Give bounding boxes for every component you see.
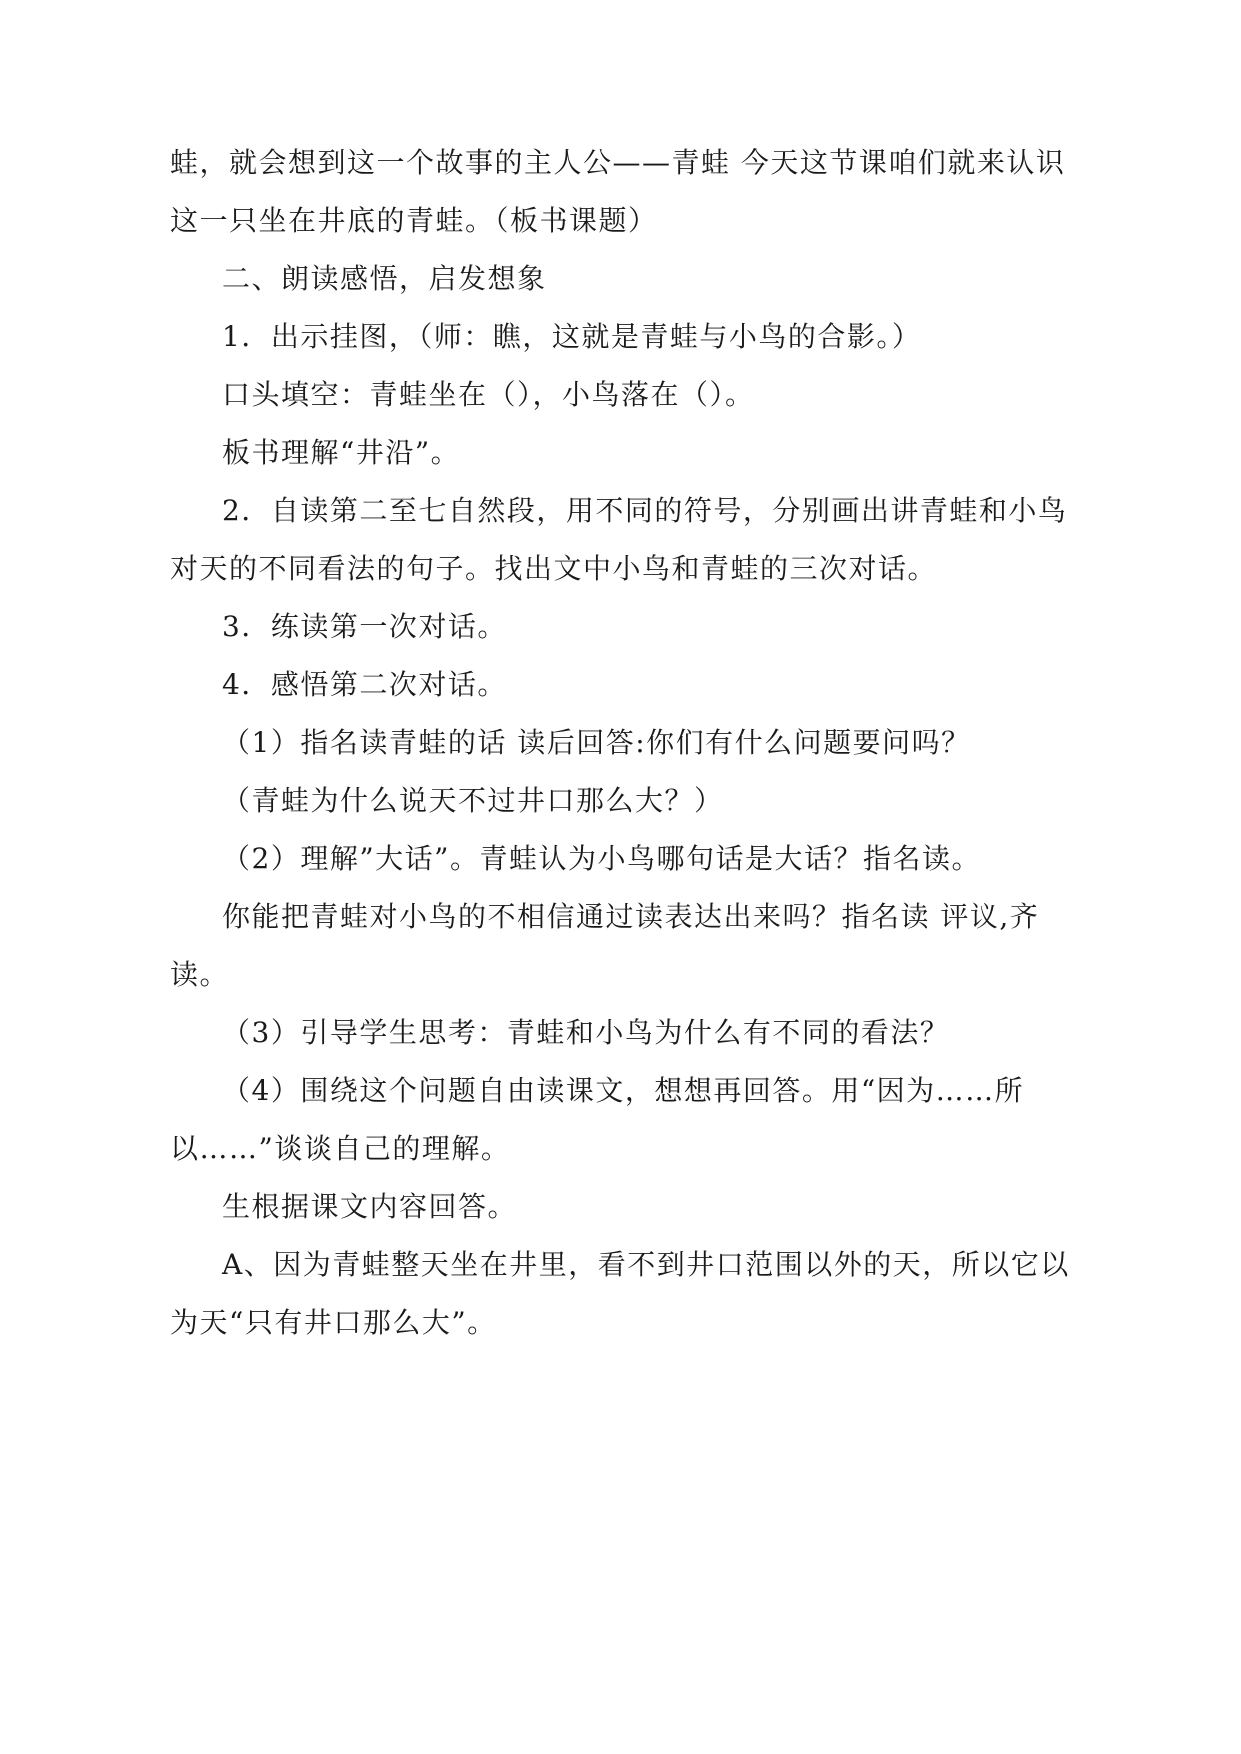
- text-line-2: 这一只坐在井底的青蛙。（板书课题）: [170, 204, 658, 237]
- text-line-17: （4）围绕这个问题自由读课文，想想再回答。用“因为……所: [222, 1074, 1025, 1107]
- text-line-9: 3．练读第一次对话。: [222, 610, 507, 643]
- text-line-16: （3）引导学生思考：青蛙和小鸟为什么有不同的看法？: [222, 1016, 950, 1049]
- text-line-4: 1．出示挂图，（师：瞧，这就是青蛙与小鸟的合影。）: [222, 320, 922, 353]
- text-line-10: 4．感悟第二次对话。: [222, 668, 507, 701]
- text-line-7: 2．自读第二至七自然段，用不同的符号，分别画出讲青蛙和小鸟: [222, 494, 1068, 527]
- text-line-6: 板书理解“井沿”。: [222, 436, 461, 469]
- text-line-1: 蛙，就会想到这一个故事的主人公——青蛙 今天这节课咱们就来认识: [170, 146, 1066, 179]
- text-line-21: 为天“只有井口那么大”。: [170, 1306, 497, 1339]
- text-line-14: 你能把青蛙对小鸟的不相信通过读表达出来吗？指名读 评议,齐: [222, 900, 1040, 933]
- text-line-20: A、因为青蛙整天坐在井里，看不到井口范围以外的天，所以它以: [222, 1248, 1070, 1281]
- text-line-18: 以……”谈谈自己的理解。: [170, 1132, 511, 1165]
- text-line-5: 口头填空：青蛙坐在（），小鸟落在（）。: [222, 378, 755, 411]
- text-line-12: （青蛙为什么说天不过井口那么大？）: [222, 784, 724, 817]
- text-line-8: 对天的不同看法的句子。找出文中小鸟和青蛙的三次对话。: [170, 552, 938, 585]
- section-heading: 二、朗读感悟，启发想象: [222, 262, 547, 295]
- text-line-13: （2）理解”大话”。青蛙认为小鸟哪句话是大话？指名读。: [222, 842, 981, 875]
- text-line-15: 读。: [170, 958, 230, 991]
- text-line-19: 生根据课文内容回答。: [222, 1190, 518, 1223]
- text-line-11: （1）指名读青蛙的话 读后回答:你们有什么问题要问吗？: [222, 726, 971, 759]
